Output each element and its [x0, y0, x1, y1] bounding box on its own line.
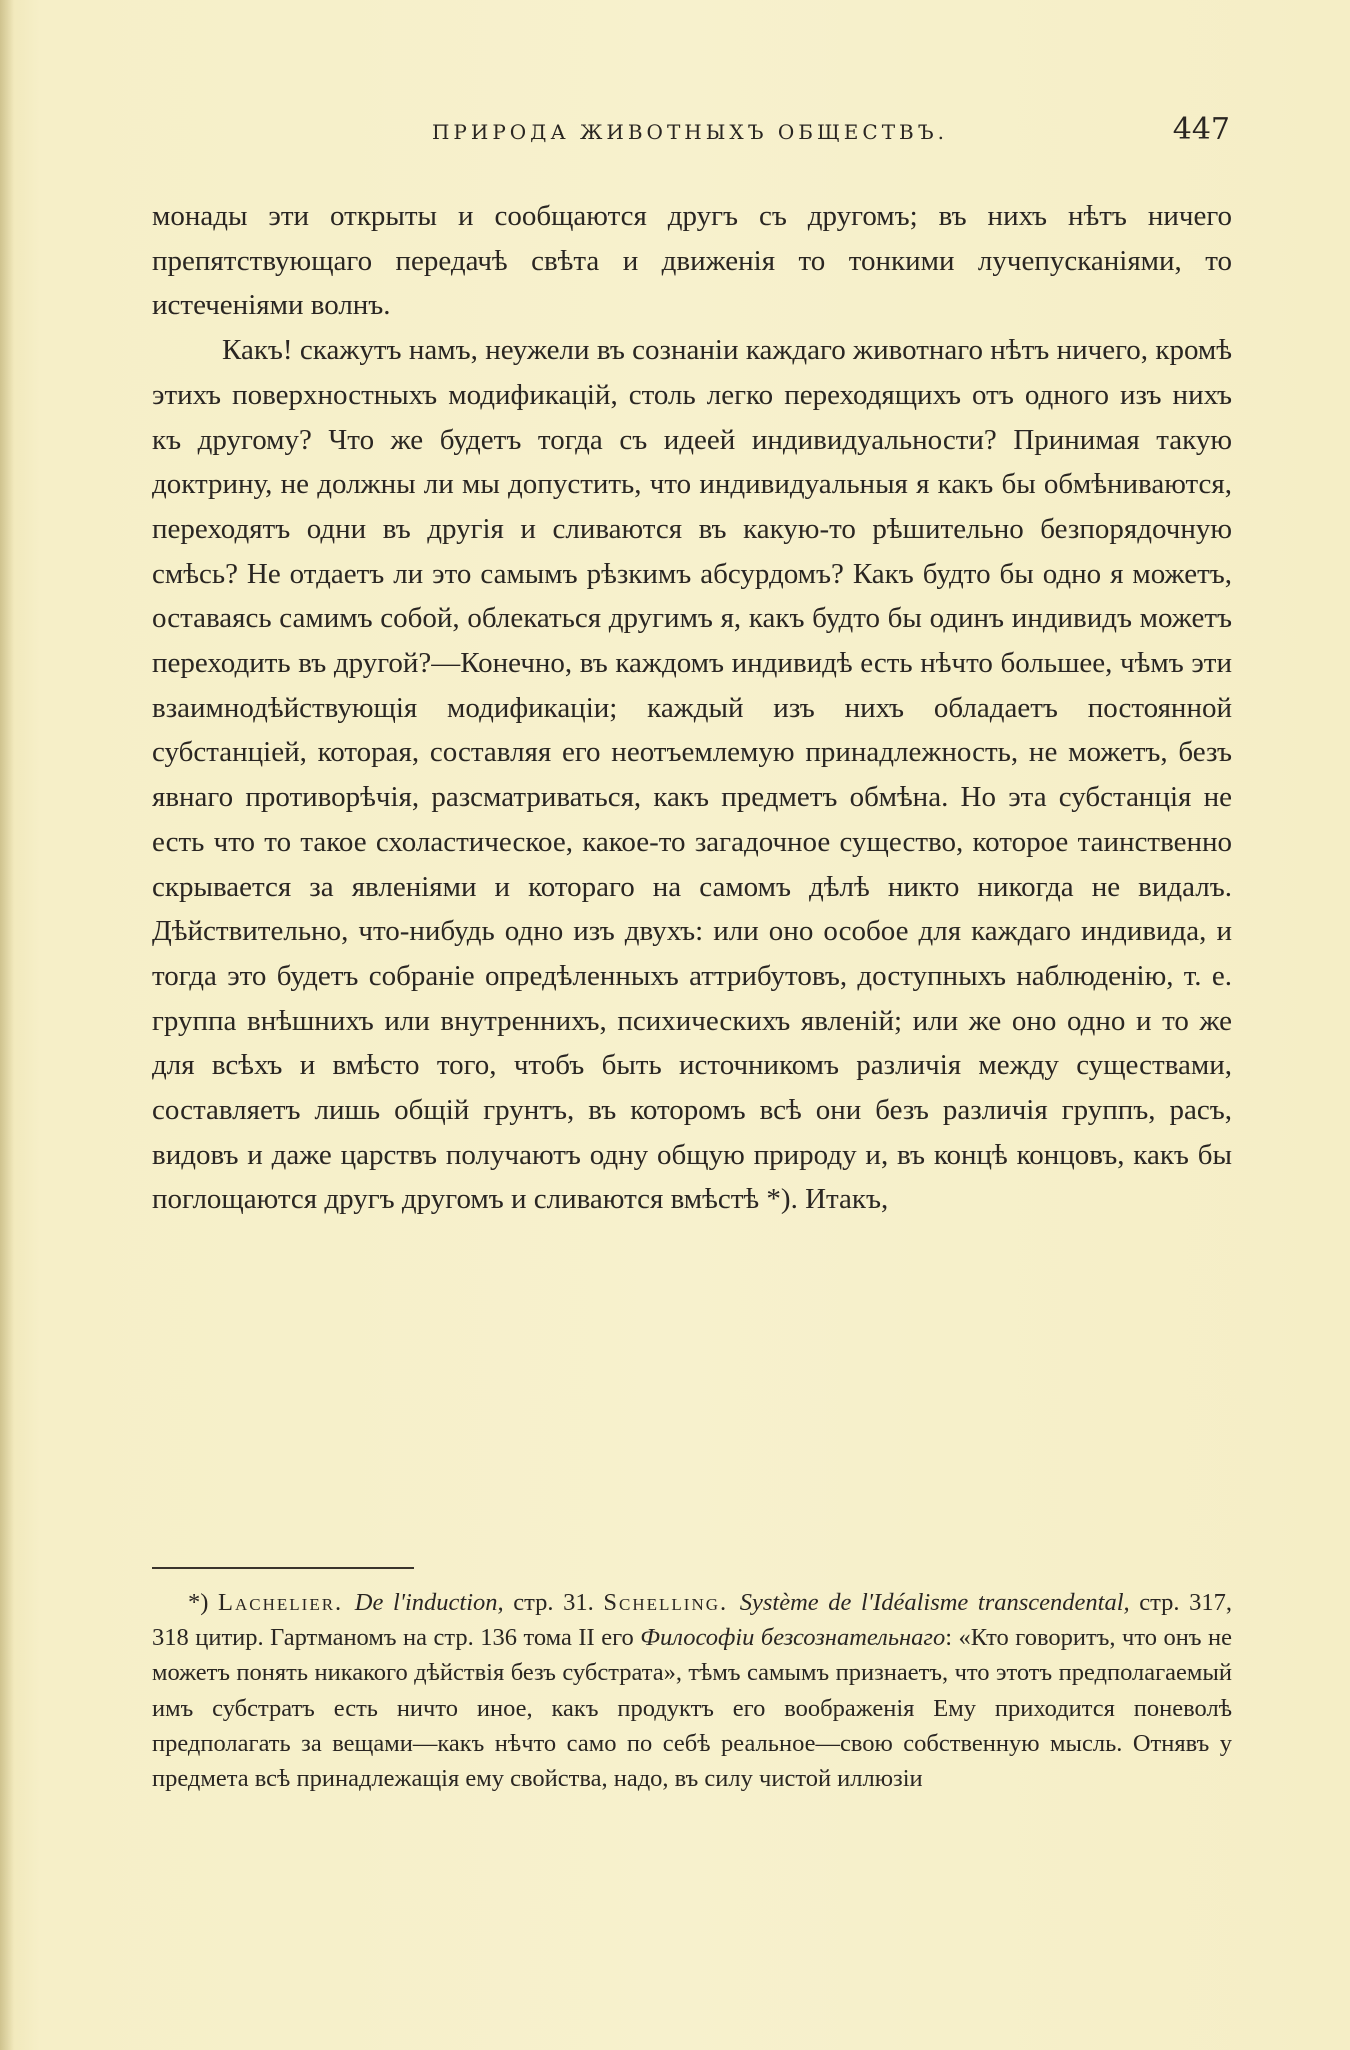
running-title: ПРИРОДА ЖИВОТНЫХЪ ОБЩЕСТВЪ.	[431, 120, 948, 144]
footnote-rest: : «Кто говоритъ, что онъ не можетъ понять никакого дѣйствія безъ субстрата», тѣмъ самымъ признаетъ, что этотъ предполагаемый имъ субстратъ есть ничто иное, какъ продуктъ его воображенія Ему приходится поневолѣ предполагать за вещами—какъ нѣчто само по себѣ реальное—свою собственную мысль. Отнявъ у предмета всѣ принадлежащія ему свойства, надо, въ силу чистой иллюзіи	[152, 1624, 1232, 1793]
footnote-title-3: Философіи безсознательнаго	[640, 1624, 946, 1652]
footnote-author-2: Schelling.	[603, 1589, 740, 1616]
footnote-paragraph	[152, 1585, 1232, 1796]
footnote-title-1: De l'induction,	[354, 1589, 504, 1616]
footnote-ref-1: стр. 31.	[503, 1589, 604, 1616]
footnote-author-1: Lachelier.	[218, 1589, 355, 1616]
main-text	[152, 194, 1232, 1222]
paragraph-2: Какъ! скажутъ намъ, неужели въ сознаніи каждаго животнаго нѣтъ ничего, кромѣ этихъ поверхностныхъ модификацій, столь легко переходящихъ отъ одного изъ нихъ къ другому? Что же будетъ тогда съ идеей индивидуальности? Принимая такую доктрину, не должны ли мы допустить, что индивидуальныя я какъ бы обмѣниваются, переходятъ одни въ другія и сливаются въ какую-то рѣшительно безпорядочную смѣсь? Не отдаетъ ли это самымъ рѣзкимъ абсурдомъ? Какъ будто бы одно я можетъ, оставаясь самимъ собой, облекаться другимъ я, какъ будто бы одинъ индивидъ можетъ переходить въ другой?—Конечно, въ каждомъ индивидѣ есть нѣчто большее, чѣмъ эти взаимнодѣйствующія модификаціи; каждый изъ нихъ обладаетъ постоянной субстанціей, которая, составляя его неотъемлемую принадлежность, не можетъ, безъ явнаго противорѣчія, разсматриваться, какъ предметъ обмѣна. Но эта субстанція не есть что то такое схоластическое, какое-то загадочное существо, которое таинственно скрывается за явленіями и котораго на самомъ дѣлѣ никто никогда не видалъ. Дѣйствительно, что-нибудь одно изъ двухъ: или оно особое для каждаго индивида, и тогда это будетъ собраніе опредѣленныхъ аттрибутовъ, доступныхъ наблюденію, т. е. группа внѣшнихъ или внутреннихъ, психическихъ явленій; или же оно одно и то же для всѣхъ и вмѣсто того, чтобъ быть источникомъ различія между существами, составляетъ лишь общій грунтъ, въ которомъ всѣ они безъ различія группъ, расъ, видовъ и даже царствъ получаютъ одну общую природу и, въ концѣ концовъ, какъ бы поглощаются другъ другомъ и сливаются вмѣстѣ *). Итакъ,	[152, 334, 1232, 1216]
footnote-title-2: Système de l'Idéalisme transcendental,	[739, 1589, 1130, 1616]
footnote	[152, 1585, 1232, 1796]
footnote-ref-2: стр. 317, 318 цитир. Гартманомъ на стр. 136 тома II его	[152, 1589, 1232, 1652]
footnote-marker: *)	[188, 1589, 219, 1616]
page-header	[150, 112, 1230, 152]
footnote-divider	[152, 1567, 414, 1569]
page-number: 447	[1172, 112, 1230, 147]
page-spine-shadow	[0, 0, 14, 2050]
paragraph-1: монады эти открыты и сообщаются другъ съ другомъ; въ нихъ нѣтъ ничего препятствующаго передачѣ свѣта и движенія то тонкими лучепусканіями, то истеченіями волнъ.	[152, 200, 1232, 322]
